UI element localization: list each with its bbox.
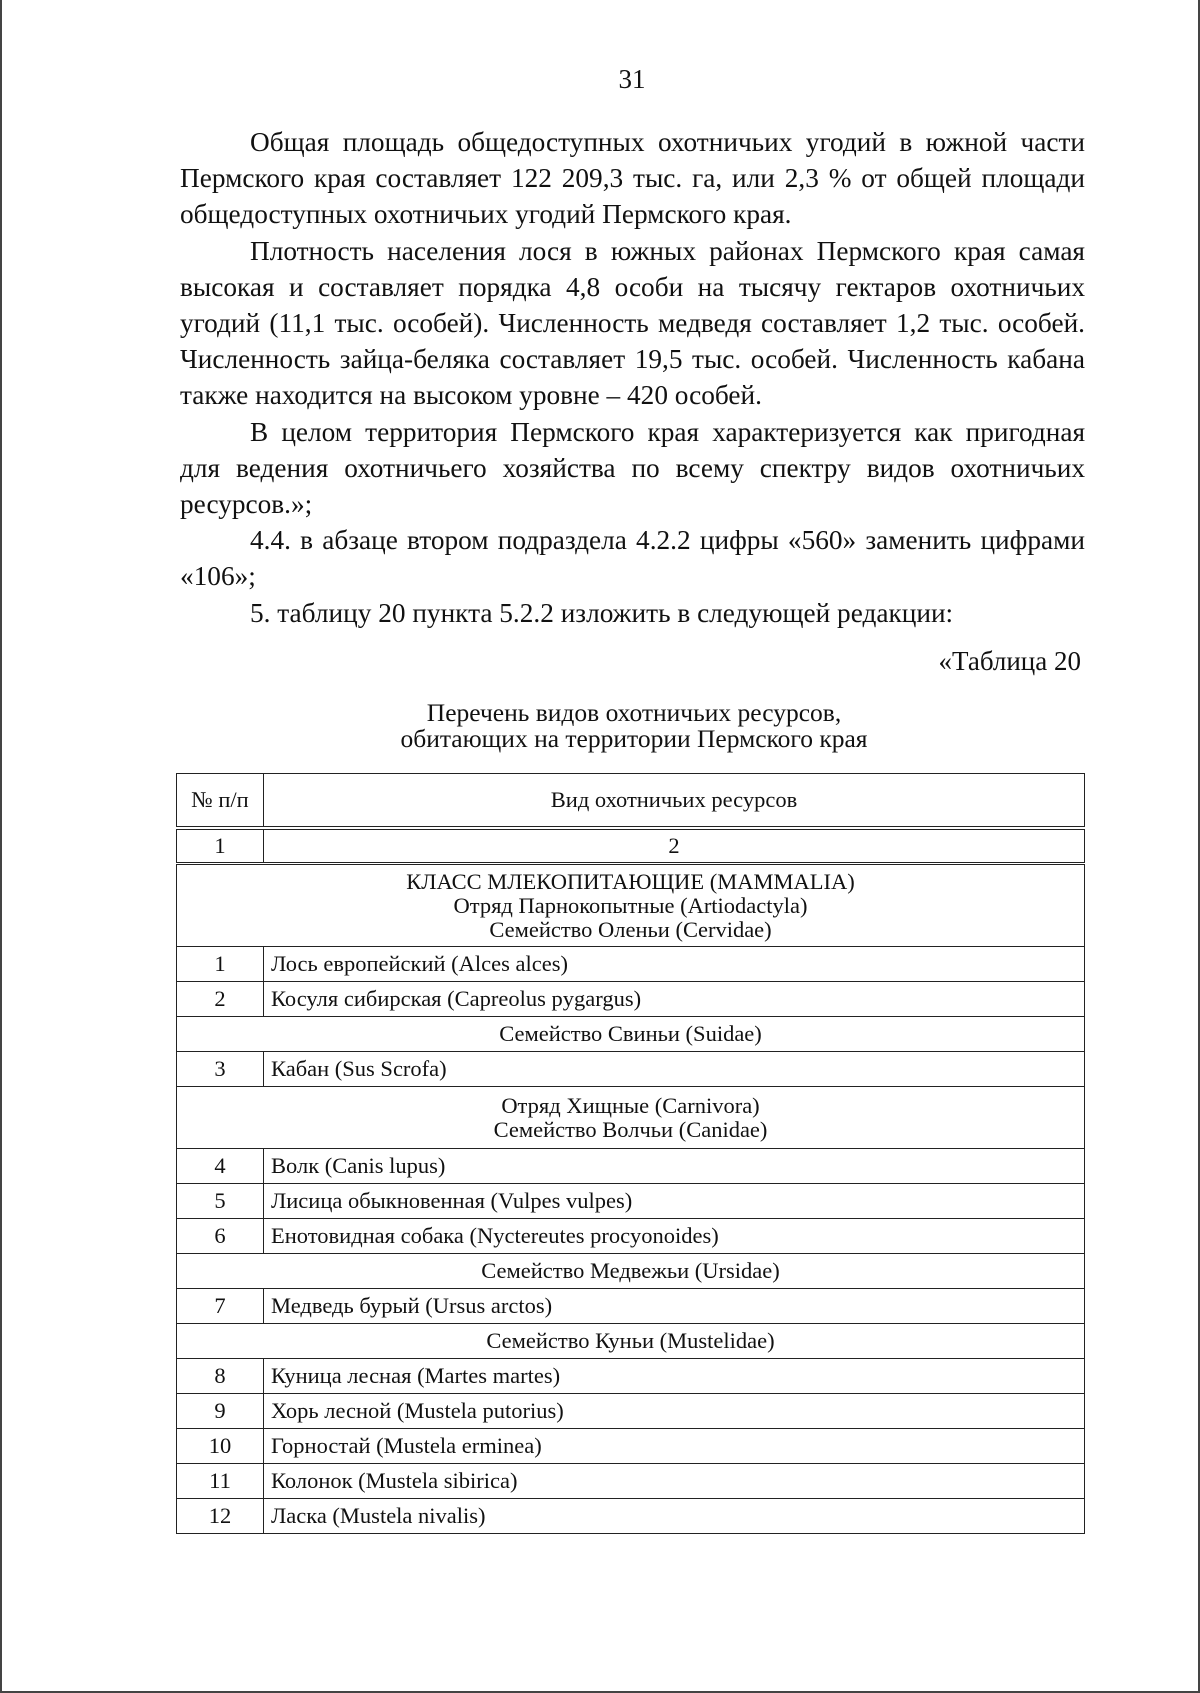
row-num: 3 bbox=[177, 1052, 264, 1087]
page-number: 31 bbox=[618, 64, 646, 94]
group-row bbox=[177, 864, 1085, 947]
table-row bbox=[177, 1052, 1085, 1087]
group-row bbox=[177, 1254, 1085, 1289]
group-line: КЛАСС МЛЕКОПИТАЮЩИЕ (MAMMALIA) bbox=[406, 868, 855, 894]
paragraph: Плотность населения лося в южных районах Пермского края самая высокая и составляет порядка 4,8 особи на тысячу гектаров охотничьих угодий (11,1 тыс. особей). Численность медведя составляет 1,2 тыс. особей. Численность зайца-беляка составляет 19,5 тыс. особей. Численность кабана также находится на высоком уровне – 420 особей. bbox=[180, 235, 1085, 411]
row-num: 10 bbox=[177, 1429, 264, 1464]
table-row bbox=[177, 1394, 1085, 1429]
group-cell bbox=[177, 1017, 1085, 1052]
row-num: 7 bbox=[177, 1289, 264, 1324]
paragraph: Общая площадь общедоступных охотничьих угодий в южной части Пермского края составляет 122 209,3 тыс. га, или 2,3 % от общей площади общедоступных охотничьих угодий Пермского края. bbox=[180, 127, 1085, 230]
row-name: Волк (Canis lupus) bbox=[264, 1149, 1085, 1184]
paragraph: 4.4. в абзаце втором подраздела 4.2.2 цифры «560» заменить цифрами «106»; bbox=[180, 525, 1085, 592]
column-number-row bbox=[177, 828, 1085, 864]
row-num: 11 bbox=[177, 1464, 264, 1499]
group-line: Семейство Свиньи (Suidae) bbox=[499, 1021, 762, 1046]
group-row bbox=[177, 1017, 1085, 1052]
row-name: Хорь лесной (Mustela putorius) bbox=[264, 1394, 1085, 1429]
table-row bbox=[177, 1289, 1085, 1324]
table-header-row bbox=[177, 774, 1085, 828]
group-row bbox=[177, 1087, 1085, 1149]
table-row bbox=[177, 947, 1085, 982]
table-row bbox=[177, 1359, 1085, 1394]
row-num: 5 bbox=[177, 1184, 264, 1219]
group-cell bbox=[177, 1254, 1085, 1289]
header-name: Вид охотничьих ресурсов bbox=[264, 774, 1085, 828]
group-line: Отряд Парнокопытные (Artiodactyla) bbox=[453, 892, 808, 918]
group-line: Семейство Медвежьи (Ursidae) bbox=[481, 1258, 780, 1283]
row-name: Кабан (Sus Scrofa) bbox=[264, 1052, 1085, 1087]
paragraph: В целом территория Пермского края характеризуется как пригодная для ведения охотничьего хозяйства по всему спектру видов охотничьих ресурсов.»; bbox=[180, 416, 1085, 520]
row-name: Медведь бурый (Ursus arctos) bbox=[264, 1289, 1085, 1324]
table-row bbox=[177, 1464, 1085, 1499]
group-line: Семейство Волчьи (Canidae) bbox=[493, 1116, 768, 1142]
row-num: 8 bbox=[177, 1359, 264, 1394]
group-cell bbox=[177, 864, 1085, 947]
table-row bbox=[177, 1184, 1085, 1219]
row-name: Колонок (Mustela sibirica) bbox=[264, 1464, 1085, 1499]
row-name: Енотовидная собака (Nyctereutes procyonoides) bbox=[264, 1219, 1085, 1254]
paragraph: 5. таблицу 20 пункта 5.2.2 изложить в следующей редакции: bbox=[250, 597, 954, 628]
table-row bbox=[177, 1219, 1085, 1254]
row-name: Лисица обыкновенная (Vulpes vulpes) bbox=[264, 1184, 1085, 1219]
row-name: Горностай (Mustela erminea) bbox=[264, 1429, 1085, 1464]
group-line: Семейство Оленьи (Cervidae) bbox=[489, 916, 772, 942]
header-num: № п/п bbox=[177, 774, 264, 828]
group-cell bbox=[177, 1087, 1085, 1149]
row-num: 1 bbox=[177, 947, 264, 982]
row-name: Лось европейский (Alces alces) bbox=[264, 947, 1085, 982]
row-num: 6 bbox=[177, 1219, 264, 1254]
group-cell bbox=[177, 1324, 1085, 1359]
row-name: Куница лесная (Martes martes) bbox=[264, 1359, 1085, 1394]
table-label: «Таблица 20 bbox=[938, 646, 1081, 676]
table-row bbox=[177, 982, 1085, 1017]
table-caption-line: обитающих на территории Пермского края bbox=[400, 724, 868, 753]
group-line: Отряд Хищные (Carnivora) bbox=[501, 1092, 760, 1118]
row-num: 12 bbox=[177, 1499, 264, 1534]
row-num: 4 bbox=[177, 1149, 264, 1184]
species-table bbox=[176, 773, 1085, 1534]
table-row bbox=[177, 1149, 1085, 1184]
group-row bbox=[177, 1324, 1085, 1359]
table-caption-line: Перечень видов охотничьих ресурсов, bbox=[426, 698, 842, 727]
row-name: Косуля сибирская (Capreolus pygargus) bbox=[264, 982, 1085, 1017]
row-name: Ласка (Mustela nivalis) bbox=[264, 1499, 1085, 1534]
row-num: 2 bbox=[177, 982, 264, 1017]
row-num: 9 bbox=[177, 1394, 264, 1429]
column-number: 1 bbox=[177, 828, 264, 864]
body-text bbox=[180, 124, 1085, 631]
group-line: Семейство Куньи (Mustelidae) bbox=[486, 1328, 775, 1353]
table-row bbox=[177, 1499, 1085, 1534]
table-row bbox=[177, 1429, 1085, 1464]
table-caption bbox=[234, 700, 1034, 752]
column-number: 2 bbox=[264, 828, 1085, 864]
